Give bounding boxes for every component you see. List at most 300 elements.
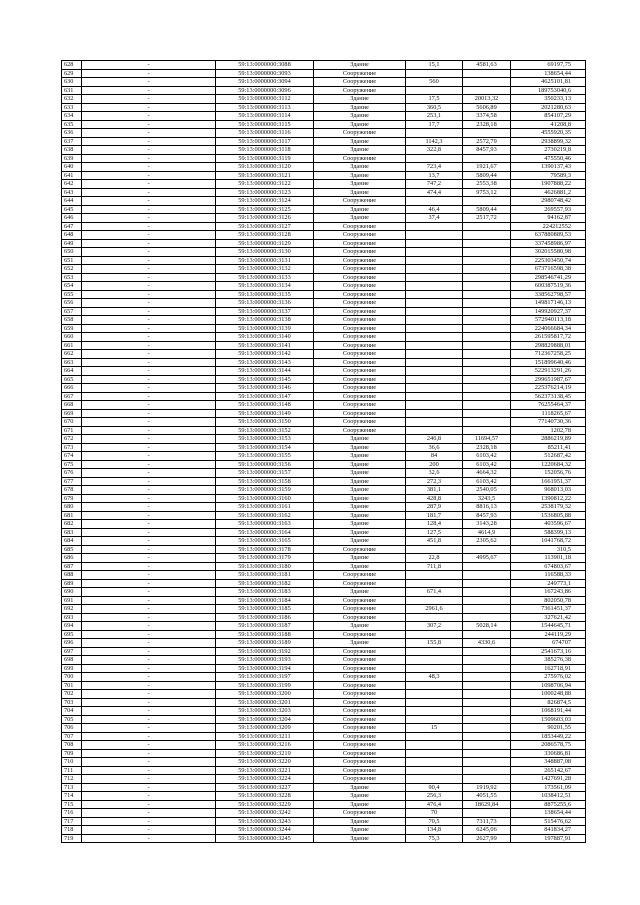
area-cell: 17,7: [406, 120, 463, 129]
row-number-cell: 683: [62, 528, 82, 537]
dash-cell-cell: -: [82, 817, 216, 826]
dash-cell-cell: -: [82, 69, 216, 78]
cadastral-number-cell: 59:13:0000000:3149: [216, 409, 314, 418]
row-number-cell: 633: [62, 103, 82, 112]
object-type-cell: Сооружение: [314, 409, 406, 418]
price-per-unit-cell: 2305,62: [463, 537, 511, 546]
area-cell: [406, 732, 463, 741]
row-number-cell: 685: [62, 545, 82, 554]
price-per-unit-cell: 9753,12: [463, 188, 511, 197]
area-cell: 671,4: [406, 588, 463, 597]
area-cell: [406, 129, 463, 138]
price-per-unit-cell: [463, 545, 511, 554]
table-row: [62, 639, 586, 648]
cadastral-number-cell: 59:13:0000000:3245: [216, 834, 314, 843]
cadastral-number-cell: 59:13:0000000:3122: [216, 180, 314, 189]
dash-cell-cell: -: [82, 231, 216, 240]
dash-cell-cell: -: [82, 486, 216, 495]
price-per-unit-cell: [463, 265, 511, 274]
table-row: [62, 265, 586, 274]
cadastral-number-cell: 59:13:0000000:3187: [216, 622, 314, 631]
price-per-unit-cell: 4995,67: [463, 554, 511, 563]
row-number-cell: 637: [62, 137, 82, 146]
cadastral-value-cell: 2086578,75: [511, 741, 586, 750]
dash-cell-cell: -: [82, 452, 216, 461]
row-number-cell: 708: [62, 741, 82, 750]
dash-cell-cell: -: [82, 384, 216, 393]
cadastral-value-cell: 327621,42: [511, 613, 586, 622]
row-number-cell: 638: [62, 146, 82, 155]
dash-cell-cell: -: [82, 460, 216, 469]
object-type-cell: Здание: [314, 137, 406, 146]
area-cell: [406, 766, 463, 775]
cadastral-number-cell: 59:13:0000000:3094: [216, 78, 314, 87]
object-type-cell: Здание: [314, 443, 406, 452]
table-row: [62, 392, 586, 401]
dash-cell-cell: -: [82, 605, 216, 614]
object-type-cell: Сооружение: [314, 358, 406, 367]
dash-cell-cell: -: [82, 834, 216, 843]
area-cell: [406, 299, 463, 308]
dash-cell-cell: -: [82, 78, 216, 87]
table-row: [62, 503, 586, 512]
price-per-unit-cell: 4330,6: [463, 639, 511, 648]
cadastral-number-cell: 59:13:0000000:3163: [216, 520, 314, 529]
cadastral-number-cell: 59:13:0000000:3243: [216, 817, 314, 826]
cadastral-value-cell: 512687,42: [511, 452, 586, 461]
object-type-cell: Сооружение: [314, 613, 406, 622]
cadastral-number-cell: 59:13:0000000:3194: [216, 664, 314, 673]
price-per-unit-cell: 6103,42: [463, 460, 511, 469]
cadastral-value-cell: 522913291,26: [511, 367, 586, 376]
cadastral-value-cell: 225303450,74: [511, 256, 586, 265]
price-per-unit-cell: [463, 418, 511, 427]
dash-cell-cell: -: [82, 673, 216, 682]
row-number-cell: 631: [62, 86, 82, 95]
price-per-unit-cell: [463, 392, 511, 401]
table-body: [62, 61, 586, 843]
table-row: [62, 120, 586, 129]
area-cell: [406, 656, 463, 665]
cadastral-value-cell: 1202,78: [511, 426, 586, 435]
dash-cell-cell: -: [82, 307, 216, 316]
object-type-cell: Сооружение: [314, 384, 406, 393]
row-number-cell: 630: [62, 78, 82, 87]
row-number-cell: 650: [62, 248, 82, 257]
cadastral-value-cell: 85211,41: [511, 443, 586, 452]
cadastral-number-cell: 59:13:0000000:3116: [216, 129, 314, 138]
cadastral-value-cell: 802050,78: [511, 596, 586, 605]
row-number-cell: 669: [62, 409, 82, 418]
cadastral-number-cell: 59:13:0000000:3120: [216, 163, 314, 172]
object-type-cell: Сооружение: [314, 545, 406, 554]
table-row: [62, 214, 586, 223]
area-cell: [406, 681, 463, 690]
area-cell: 155,8: [406, 639, 463, 648]
row-number-cell: 640: [62, 163, 82, 172]
table-row: [62, 231, 586, 240]
row-number-cell: 675: [62, 460, 82, 469]
table-row: [62, 180, 586, 189]
cadastral-number-cell: 59:13:0000000:3244: [216, 826, 314, 835]
object-type-cell: Сооружение: [314, 299, 406, 308]
price-per-unit-cell: [463, 78, 511, 87]
cadastral-value-cell: 151899640,46: [511, 358, 586, 367]
table-row: [62, 103, 586, 112]
cadastral-number-cell: 59:13:0000000:3129: [216, 239, 314, 248]
row-number-cell: 692: [62, 605, 82, 614]
row-number-cell: 658: [62, 316, 82, 325]
cadastral-number-cell: 59:13:0000000:3193: [216, 656, 314, 665]
row-number-cell: 688: [62, 571, 82, 580]
object-type-cell: Сооружение: [314, 605, 406, 614]
object-type-cell: Сооружение: [314, 324, 406, 333]
cadastral-number-cell: 59:13:0000000:3242: [216, 809, 314, 818]
area-cell: 272,3: [406, 477, 463, 486]
object-type-cell: Сооружение: [314, 775, 406, 784]
dash-cell-cell: -: [82, 520, 216, 529]
area-cell: 322,8: [406, 146, 463, 155]
object-type-cell: Сооружение: [314, 690, 406, 699]
price-per-unit-cell: [463, 758, 511, 767]
cadastral-number-cell: 59:13:0000000:3161: [216, 503, 314, 512]
area-cell: 32,6: [406, 469, 463, 478]
dash-cell-cell: -: [82, 826, 216, 835]
area-cell: 360,5: [406, 103, 463, 112]
row-number-cell: 649: [62, 239, 82, 248]
object-type-cell: Сооружение: [314, 630, 406, 639]
row-number-cell: 629: [62, 69, 82, 78]
table-row: [62, 775, 586, 784]
cadastral-number-cell: 59:13:0000000:3127: [216, 222, 314, 231]
object-type-cell: Сооружение: [314, 681, 406, 690]
area-cell: [406, 758, 463, 767]
dash-cell-cell: -: [82, 256, 216, 265]
area-cell: [406, 307, 463, 316]
dash-cell-cell: -: [82, 503, 216, 512]
object-type-cell: Здание: [314, 528, 406, 537]
area-cell: [406, 256, 463, 265]
table-row: [62, 647, 586, 656]
table-row: [62, 596, 586, 605]
cadastral-number-cell: 59:13:0000000:3197: [216, 673, 314, 682]
table-row: [62, 698, 586, 707]
cadastral-value-cell: 116588,33: [511, 571, 586, 580]
price-per-unit-cell: [463, 664, 511, 673]
row-number-cell: 647: [62, 222, 82, 231]
table-row: [62, 222, 586, 231]
table-row: [62, 61, 586, 70]
cadastral-value-cell: 1427691,28: [511, 775, 586, 784]
cadastral-value-cell: 138654,44: [511, 809, 586, 818]
cadastral-number-cell: 59:13:0000000:3119: [216, 154, 314, 163]
cadastral-value-cell: 385276,38: [511, 656, 586, 665]
cadastral-number-cell: 59:13:0000000:3125: [216, 205, 314, 214]
price-per-unit-cell: [463, 307, 511, 316]
dash-cell-cell: -: [82, 435, 216, 444]
row-number-cell: 678: [62, 486, 82, 495]
table-row: [62, 571, 586, 580]
row-number-cell: 672: [62, 435, 82, 444]
cadastral-value-cell: 4625101,81: [511, 78, 586, 87]
cadastral-value-cell: 673716598,38: [511, 265, 586, 274]
object-type-cell: Сооружение: [314, 375, 406, 384]
cadastral-number-cell: 59:13:0000000:3200: [216, 690, 314, 699]
cadastral-number-cell: 59:13:0000000:3121: [216, 171, 314, 180]
cadastral-number-cell: 59:13:0000000:3203: [216, 707, 314, 716]
object-type-cell: Здание: [314, 588, 406, 597]
row-number-cell: 671: [62, 426, 82, 435]
row-number-cell: 641: [62, 171, 82, 180]
price-per-unit-cell: [463, 222, 511, 231]
cadastral-value-cell: 77140730,36: [511, 418, 586, 427]
area-cell: [406, 222, 463, 231]
area-cell: 36,6: [406, 443, 463, 452]
dash-cell-cell: -: [82, 180, 216, 189]
cadastral-number-cell: 59:13:0000000:3139: [216, 324, 314, 333]
row-number-cell: 660: [62, 333, 82, 342]
row-number-cell: 657: [62, 307, 82, 316]
dash-cell-cell: -: [82, 239, 216, 248]
cadastral-number-cell: 59:13:0000000:3164: [216, 528, 314, 537]
dash-cell-cell: -: [82, 469, 216, 478]
dash-cell-cell: -: [82, 112, 216, 121]
table-row: [62, 817, 586, 826]
dash-cell-cell: -: [82, 596, 216, 605]
dash-cell-cell: -: [82, 61, 216, 70]
price-per-unit-cell: [463, 426, 511, 435]
dash-cell-cell: -: [82, 537, 216, 546]
cadastral-number-cell: 59:13:0000000:3158: [216, 477, 314, 486]
cadastral-value-cell: 224066684,34: [511, 324, 586, 333]
cadastral-number-cell: 59:13:0000000:3165: [216, 537, 314, 546]
table-row: [62, 112, 586, 121]
price-per-unit-cell: 18629,84: [463, 800, 511, 809]
dash-cell-cell: -: [82, 579, 216, 588]
row-number-cell: 642: [62, 180, 82, 189]
cadastral-number-cell: 59:13:0000000:3199: [216, 681, 314, 690]
area-cell: [406, 630, 463, 639]
price-per-unit-cell: [463, 681, 511, 690]
cadastral-number-cell: 59:13:0000000:3131: [216, 256, 314, 265]
price-per-unit-cell: [463, 673, 511, 682]
area-cell: 70,5: [406, 817, 463, 826]
object-type-cell: Сооружение: [314, 392, 406, 401]
area-cell: [406, 418, 463, 427]
area-cell: [406, 409, 463, 418]
price-per-unit-cell: [463, 350, 511, 359]
table-row: [62, 630, 586, 639]
cadastral-value-cell: 854107,29: [511, 112, 586, 121]
dash-cell-cell: -: [82, 656, 216, 665]
table-row: [62, 426, 586, 435]
cadastral-value-cell: 79589,3: [511, 171, 586, 180]
area-cell: [406, 282, 463, 291]
row-number-cell: 694: [62, 622, 82, 631]
row-number-cell: 707: [62, 732, 82, 741]
cadastral-number-cell: 59:13:0000000:3140: [216, 333, 314, 342]
object-type-cell: Здание: [314, 511, 406, 520]
object-type-cell: Здание: [314, 205, 406, 214]
object-type-cell: Здание: [314, 95, 406, 104]
row-number-cell: 718: [62, 826, 82, 835]
object-type-cell: Сооружение: [314, 715, 406, 724]
price-per-unit-cell: [463, 724, 511, 733]
cadastral-number-cell: 59:13:0000000:3182: [216, 579, 314, 588]
row-number-cell: 704: [62, 707, 82, 716]
cadastral-value-cell: 275976,02: [511, 673, 586, 682]
cadastral-number-cell: 59:13:0000000:3154: [216, 443, 314, 452]
object-type-cell: Сооружение: [314, 673, 406, 682]
dash-cell-cell: -: [82, 333, 216, 342]
cadastral-value-cell: 225376214,19: [511, 384, 586, 393]
area-cell: [406, 290, 463, 299]
object-type-cell: Сооружение: [314, 222, 406, 231]
cadastral-value-cell: 968013,03: [511, 486, 586, 495]
row-number-cell: 635: [62, 120, 82, 129]
price-per-unit-cell: [463, 248, 511, 257]
object-type-cell: Здание: [314, 494, 406, 503]
cadastral-value-cell: 261595817,72: [511, 333, 586, 342]
table-row: [62, 554, 586, 563]
row-number-cell: 711: [62, 766, 82, 775]
cadastral-number-cell: 59:13:0000000:3227: [216, 783, 314, 792]
table-row: [62, 826, 586, 835]
area-cell: [406, 248, 463, 257]
cadastral-number-cell: 59:13:0000000:3228: [216, 792, 314, 801]
cadastral-value-cell: 2541673,16: [511, 647, 586, 656]
row-number-cell: 682: [62, 520, 82, 529]
cadastral-value-cell: 138654,44: [511, 69, 586, 78]
dash-cell-cell: -: [82, 622, 216, 631]
cadastral-number-cell: 59:13:0000000:3114: [216, 112, 314, 121]
price-per-unit-cell: [463, 732, 511, 741]
cadastral-number-cell: 59:13:0000000:3118: [216, 146, 314, 155]
area-cell: [406, 324, 463, 333]
dash-cell-cell: -: [82, 647, 216, 656]
area-cell: [406, 316, 463, 325]
area-cell: 287,9: [406, 503, 463, 512]
row-number-cell: 715: [62, 800, 82, 809]
object-type-cell: Сооружение: [314, 265, 406, 274]
object-type-cell: Здание: [314, 783, 406, 792]
row-number-cell: 714: [62, 792, 82, 801]
cadastral-value-cell: 588399,13: [511, 528, 586, 537]
cadastral-value-cell: 475550,46: [511, 154, 586, 163]
price-per-unit-cell: 4664,32: [463, 469, 511, 478]
dash-cell-cell: -: [82, 443, 216, 452]
row-number-cell: 695: [62, 630, 82, 639]
cadastral-number-cell: 59:13:0000000:3219: [216, 749, 314, 758]
area-cell: 256,3: [406, 792, 463, 801]
dash-cell-cell: -: [82, 154, 216, 163]
area-cell: 307,2: [406, 622, 463, 631]
cadastral-value-cell: 149920927,37: [511, 307, 586, 316]
cadastral-value-cell: 249773,1: [511, 579, 586, 588]
price-per-unit-cell: [463, 809, 511, 818]
object-type-cell: Здание: [314, 477, 406, 486]
table-row: [62, 86, 586, 95]
price-per-unit-cell: [463, 613, 511, 622]
cadastral-number-cell: 59:13:0000000:3153: [216, 435, 314, 444]
cadastral-value-cell: 841834,27: [511, 826, 586, 835]
price-per-unit-cell: 6245,06: [463, 826, 511, 835]
object-type-cell: Сооружение: [314, 656, 406, 665]
row-number-cell: 652: [62, 265, 82, 274]
table-row: [62, 248, 586, 257]
table-row: [62, 188, 586, 197]
cadastral-value-cell: 298829888,01: [511, 341, 586, 350]
area-cell: 181,7: [406, 511, 463, 520]
object-type-cell: Сооружение: [314, 758, 406, 767]
object-type-cell: Здание: [314, 639, 406, 648]
cadastral-value-cell: 2538179,32: [511, 503, 586, 512]
dash-cell-cell: -: [82, 681, 216, 690]
row-number-cell: 632: [62, 95, 82, 104]
row-number-cell: 712: [62, 775, 82, 784]
price-per-unit-cell: 5809,44: [463, 205, 511, 214]
object-type-cell: Здание: [314, 469, 406, 478]
object-type-cell: Сооружение: [314, 86, 406, 95]
price-per-unit-cell: [463, 154, 511, 163]
area-cell: 22,8: [406, 554, 463, 563]
dash-cell-cell: -: [82, 299, 216, 308]
price-per-unit-cell: [463, 197, 511, 206]
row-number-cell: 690: [62, 588, 82, 597]
dash-cell-cell: -: [82, 732, 216, 741]
table-row: [62, 341, 586, 350]
dash-cell-cell: -: [82, 571, 216, 580]
cadastral-number-cell: 59:13:0000000:3157: [216, 469, 314, 478]
cadastral-value-cell: 674803,67: [511, 562, 586, 571]
area-cell: [406, 579, 463, 588]
table-row: [62, 834, 586, 843]
price-per-unit-cell: 3143,28: [463, 520, 511, 529]
dash-cell-cell: -: [82, 741, 216, 750]
area-cell: [406, 664, 463, 673]
cadastral-value-cell: 1907888,22: [511, 180, 586, 189]
object-type-cell: Здание: [314, 520, 406, 529]
price-per-unit-cell: [463, 630, 511, 639]
object-type-cell: Сооружение: [314, 316, 406, 325]
price-per-unit-cell: [463, 698, 511, 707]
dash-cell-cell: -: [82, 188, 216, 197]
table-row: [62, 690, 586, 699]
dash-cell-cell: -: [82, 698, 216, 707]
area-cell: 253,1: [406, 112, 463, 121]
cadastral-number-cell: 59:13:0000000:3209: [216, 724, 314, 733]
cadastral-value-cell: 8875255,6: [511, 800, 586, 809]
row-number-cell: 676: [62, 469, 82, 478]
area-cell: 747,2: [406, 180, 463, 189]
row-number-cell: 662: [62, 350, 82, 359]
area-cell: 15,1: [406, 61, 463, 70]
table-row: [62, 588, 586, 597]
object-type-cell: Сооружение: [314, 741, 406, 750]
object-type-cell: Сооружение: [314, 239, 406, 248]
area-cell: [406, 426, 463, 435]
cadastral-number-cell: 59:13:0000000:3156: [216, 460, 314, 469]
area-cell: [406, 69, 463, 78]
dash-cell-cell: -: [82, 715, 216, 724]
cadastral-value-cell: 562373138,45: [511, 392, 586, 401]
cadastral-number-cell: 59:13:0000000:3178: [216, 545, 314, 554]
row-number-cell: 644: [62, 197, 82, 206]
cadastral-number-cell: 59:13:0000000:3136: [216, 299, 314, 308]
object-type-cell: Сооружение: [314, 307, 406, 316]
cadastral-value-cell: 337458986,97: [511, 239, 586, 248]
object-type-cell: Здание: [314, 486, 406, 495]
